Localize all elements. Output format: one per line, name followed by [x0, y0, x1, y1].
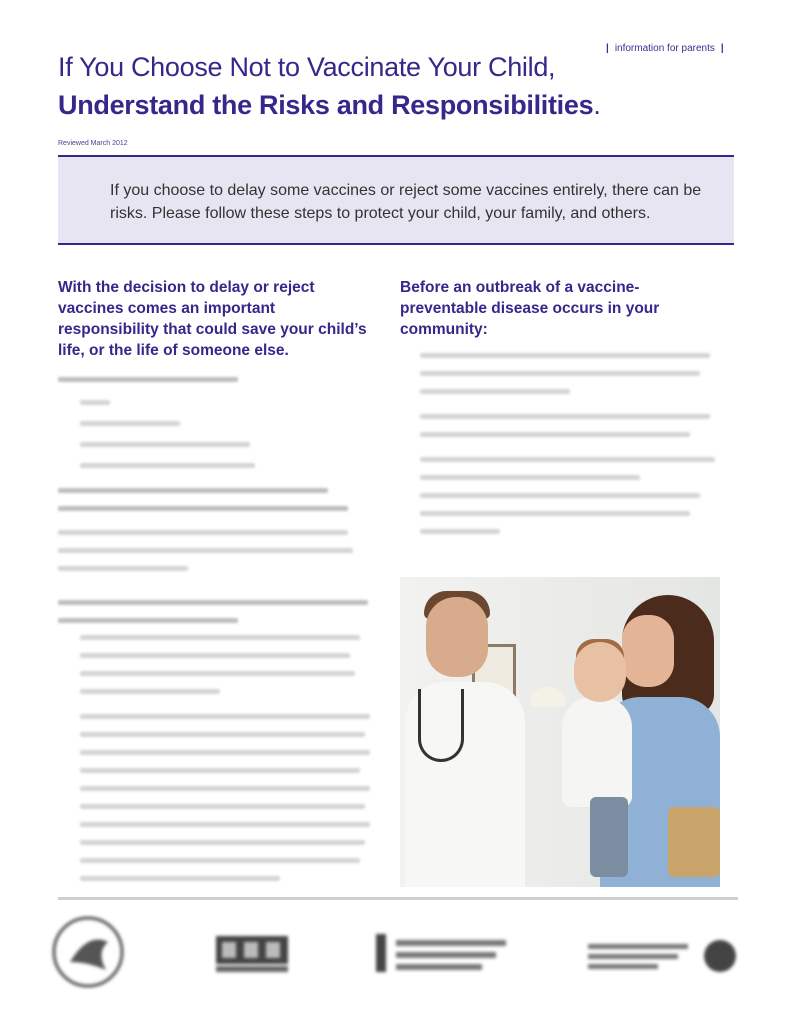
- stethoscope-icon: [418, 689, 464, 762]
- tag-divider-left: |: [606, 43, 609, 54]
- cdc-logo-icon: [216, 936, 288, 976]
- doctor-parent-child-photo: [400, 577, 720, 887]
- right-column-heading: Before an outbreak of a vaccine-preventable disease occurs in your community:: [400, 279, 660, 338]
- hhs-eagle-logo-icon: [48, 912, 128, 992]
- page-title-line1: If You Choose Not to Vaccinate Your Child,: [58, 52, 556, 82]
- reviewed-date: Reviewed March 2012: [58, 140, 128, 147]
- page-title-line2-bold: Understand the Risks and Responsibilities: [58, 90, 594, 120]
- intro-text: If you choose to delay some vaccines or reject some vaccines entirely, there can be risks. Please follow these steps to protect your child, your family, and others.: [110, 182, 702, 222]
- audience-tag-label: information for parents: [614, 43, 715, 54]
- child: [562, 697, 632, 807]
- footer-divider: [58, 897, 738, 900]
- page-title-line2-period: .: [593, 90, 601, 120]
- page-title-line2: [58, 90, 601, 121]
- audience-tag: [600, 43, 730, 54]
- left-column-heading: With the decision to delay or reject vaccines comes an important responsibility that could save your child’s life, or the life of someone else.: [58, 279, 367, 359]
- tag-divider-right: |: [720, 43, 724, 54]
- intro-box: [58, 155, 734, 245]
- nih-logo-icon: [374, 930, 514, 976]
- aap-logo-icon: [588, 936, 738, 976]
